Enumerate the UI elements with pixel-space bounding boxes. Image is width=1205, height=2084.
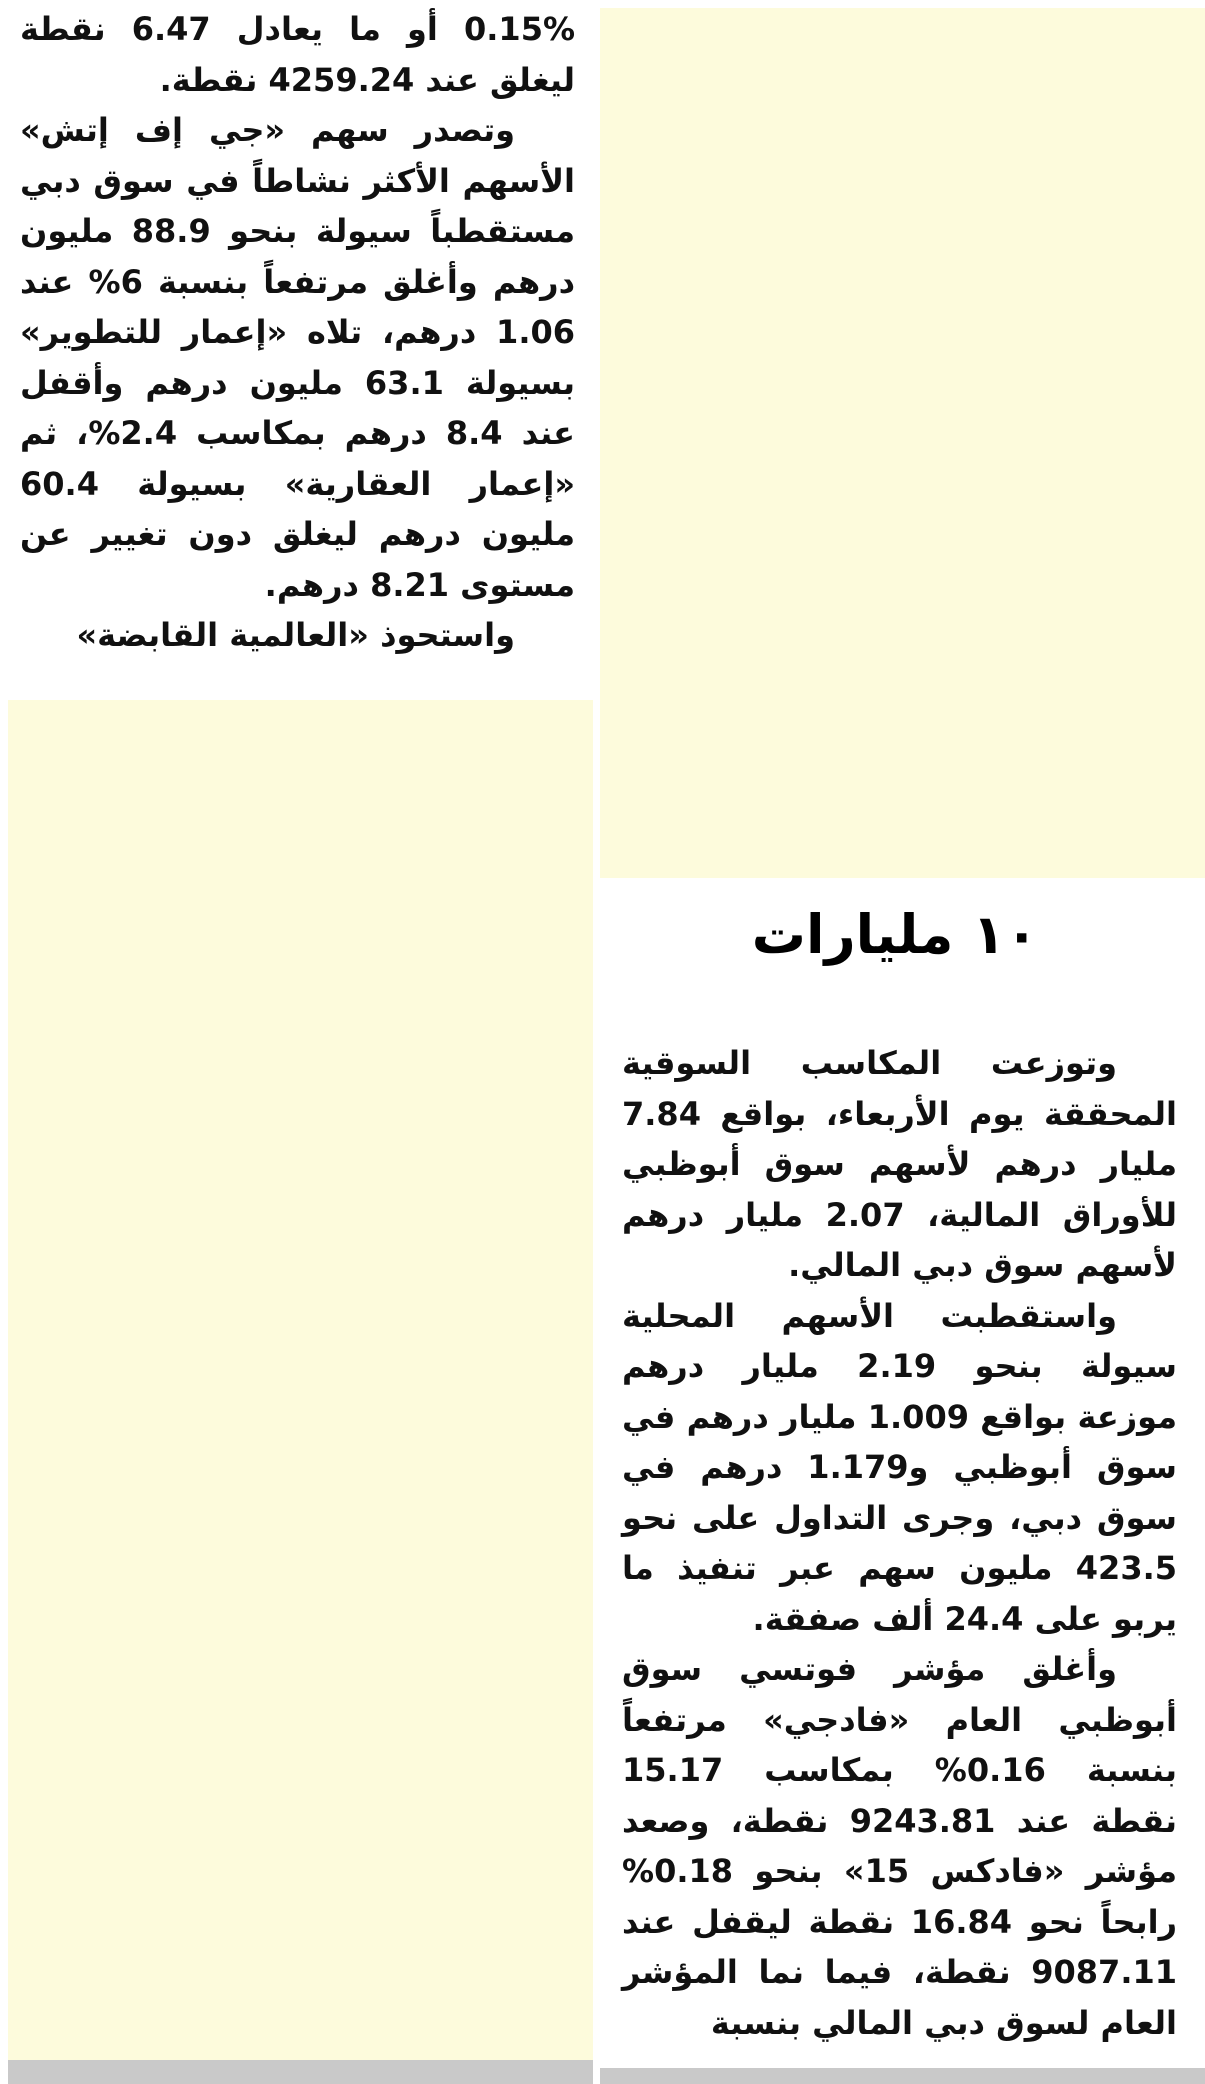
cream-panel-left	[8, 700, 593, 2060]
paragraph: وتوزعت المكاسب السوقية المحققة يوم الأربعاء، بواقع 7.84 مليار درهم لأسهم سوق أبوظبي للأوراق المالية، 2.07 مليار درهم لأسهم سوق دبي المالي.	[622, 1044, 1177, 1284]
cream-panel-top-right	[600, 8, 1205, 878]
article-column-left	[20, 4, 575, 661]
grey-strip-right	[600, 2068, 1205, 2084]
section-headline: ١٠ مليارات	[751, 903, 1039, 966]
paragraph: 0.15% أو ما يعادل 6.47 نقطة ليغلق عند 4259.24 نقطة.	[20, 10, 576, 99]
paragraph: واستقطبت الأسهم المحلية سيولة بنحو 2.19 مليار درهم موزعة بواقع 1.009 مليار درهم في سوق أبوظبي و1.179 درهم في سوق دبي، وجرى التداول على نحو 423.5 مليون سهم عبر تنفيذ ما يربو على 24.4 ألف صفقة.	[622, 1296, 1178, 1638]
paragraph: وتصدر سهم «جي إف إتش» الأسهم الأكثر نشاطاً في سوق دبي مستقطباً سيولة بنحو 88.9 مليون درهم وأغلق مرتفعاً بنسبة 6% عند 1.06 درهم، تلاه «إعمار للتطوير» بسيولة 63.1 مليون درهم وأقفل عند 8.4 درهم بمكاسب 2.4%، ثم «إعمار العقارية» بسيولة 60.4 مليون درهم ليغلق دون تغيير عن مستوى 8.21 درهم.	[20, 111, 576, 604]
paragraph: واستحوذ «العالمية القابضة»	[76, 616, 515, 654]
paragraph: وأغلق مؤشر فوتسي سوق أبوظبي العام «فادجي» مرتفعاً بنسبة 0.16% بمكاسب 15.17 نقطة عند 9243.81 نقطة، وصعد مؤشر «فادكس 15» بنحو 0.18% رابحاً نحو 16.84 نقطة ليقفل عند 9087.11 نقطة، فيما نما المؤشر العام لسوق دبي المالي بنسبة	[622, 1650, 1178, 2042]
article-column-right	[622, 1038, 1177, 2048]
grey-strip-left	[8, 2060, 593, 2084]
